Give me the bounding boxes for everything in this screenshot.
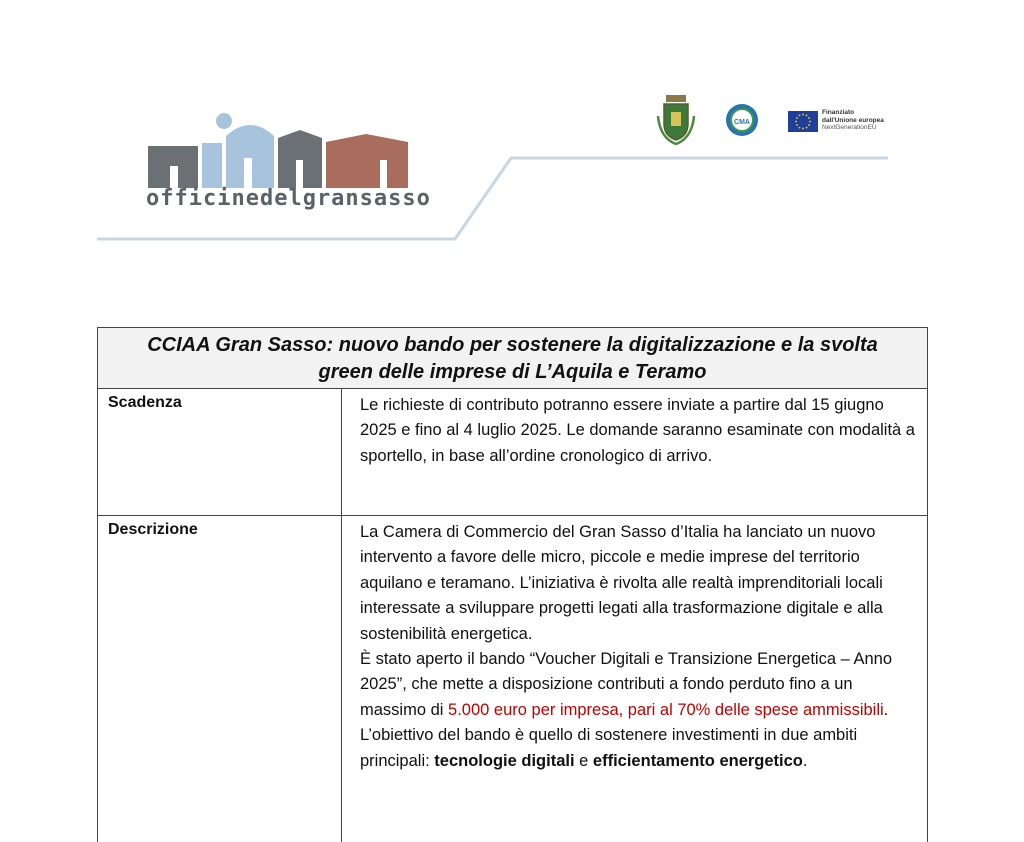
p2-start: È stato aperto il bando “Voucher Digitali e Transizione Energetica – Anno 2025”, che mette a disposizione contributi a fondo perduto fino a un massimo di	[360, 650, 892, 719]
p3-bold-2: efficientamento energetico	[592, 751, 803, 770]
p2-highlight: 5.000 euro per impresa, pari al 70% delle spese ammissibili	[448, 700, 884, 719]
chamber-seal-icon	[724, 102, 760, 138]
officine-logo-text: officinedelgransasso	[146, 186, 431, 211]
officine-logo-graphic	[140, 108, 420, 188]
descrizione-paragraph-1: La Camera di Commercio del Gran Sasso d’Italia ha lanciato un nuovo intervento a favore delle micro, piccole e medie imprese del territorio aquilano e teramano. L’iniziativa è rivolta alle realtà imprenditoriali locali interessate a sviluppare progetti legati alla trasformazione digitale e alla sostenibilità energetica.	[360, 523, 883, 643]
p3-start: L’obiettivo del bando è quello di sostenere investimenti in due ambiti principali:	[360, 726, 858, 770]
table-row-descrizione	[98, 516, 927, 842]
row-text-descrizione	[342, 516, 927, 842]
table-title	[98, 328, 927, 389]
table-row-scadenza	[98, 389, 927, 516]
descrizione-paragraph-2	[360, 647, 915, 723]
row-label-descrizione: Descrizione	[98, 516, 342, 842]
eu-line-2: dall'Unione europea	[822, 116, 884, 124]
p3-end: .	[802, 751, 808, 770]
p3-bold-1: tecnologie digitali	[434, 751, 575, 770]
p2-end: .	[883, 700, 889, 719]
municipal-crest-icon	[656, 94, 696, 146]
eu-line-3: NextGenerationEU	[822, 124, 877, 131]
table-title-line-1: CCIAA Gran Sasso: nuovo bando per sostenere la digitalizzazione e la svolta	[147, 334, 878, 356]
row-text-scadenza	[342, 389, 927, 515]
eu-line-1: Finanziato	[822, 109, 855, 116]
row-label-scadenza: Scadenza	[98, 389, 342, 515]
descrizione-paragraph-3	[360, 723, 915, 774]
table-title-line-2: green delle imprese di L’Aquila e Teramo	[318, 361, 707, 383]
scadenza-paragraph: Le richieste di contributo potranno essere inviate a partire dal 15 giugno 2025 e fino al 4 luglio 2025. Le domande saranno esaminate con modalità a sportello, in base all’ordine cronologico di arrivo.	[360, 396, 915, 465]
bando-info-table	[97, 327, 928, 842]
seal-text: CMA	[734, 119, 750, 126]
p3-mid: e	[574, 751, 593, 770]
eu-flag-icon	[788, 111, 818, 132]
eu-funding-label	[822, 109, 884, 132]
